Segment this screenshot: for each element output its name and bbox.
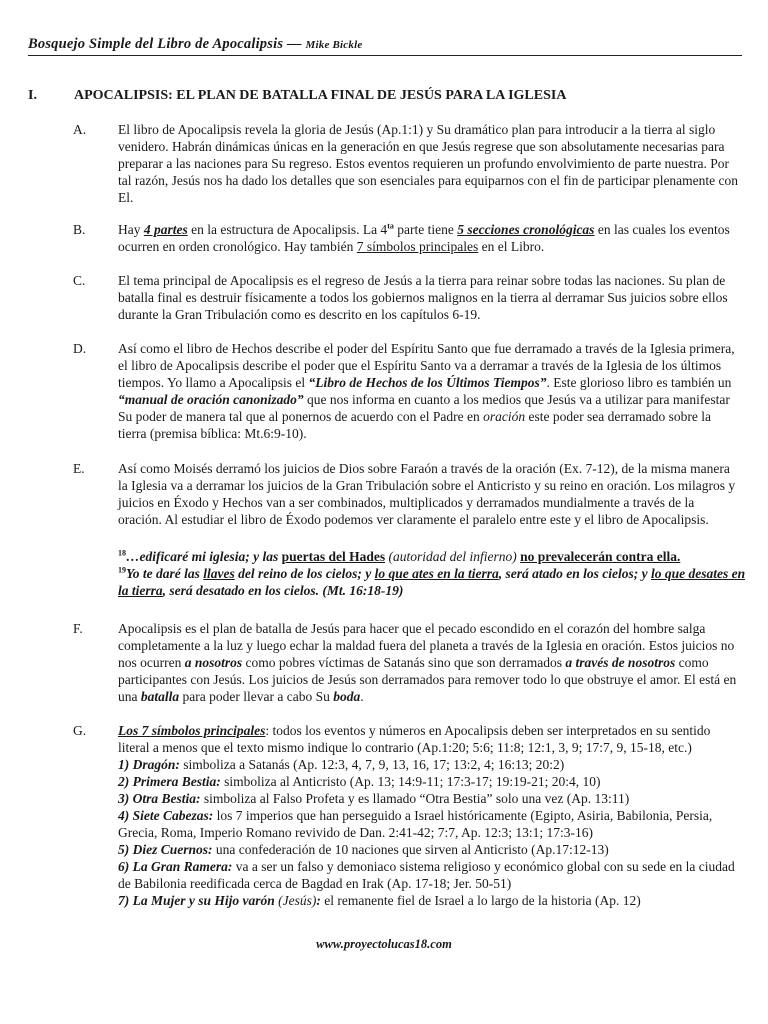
item-f-text bbox=[118, 620, 740, 705]
text-run: …edificaré mi iglesia; y las bbox=[126, 549, 282, 564]
symbol-item bbox=[118, 756, 740, 773]
emphasis-four-parts: 4 partes bbox=[143, 222, 188, 237]
item-a-text: El libro de Apocalipsis revela la gloria de Jesús (Ap.1:1) y Su dramático plan para introducir a la tierra al siglo venidero. Habrán dinámicas únicas en la generación en que Jesús regrese que son absolutamente necesarias para preparar a las naciones para Su regreso. Estos eventos requieren un profundo envolvimiento de parte nuestra. Por tal razón, Jesús nos ha dado los detalles que son esenciales para equiparnos con el fin de participar plenamente con El. bbox=[118, 122, 739, 205]
symbol-desc: una confederación de 10 naciones que sirven al Anticristo (Ap.17:12-13) bbox=[212, 842, 609, 857]
text-run: . bbox=[360, 689, 364, 704]
header-dash: — bbox=[283, 36, 306, 52]
symbol-note: (Jesús) bbox=[274, 893, 317, 908]
text-run: del reino de los cielos; y bbox=[234, 566, 375, 581]
emphasis-seven-symbols: 7 símbolos principales bbox=[356, 239, 479, 254]
document-title: Bosquejo Simple del Libro de Apocalipsis bbox=[28, 36, 284, 52]
symbol-name: 2) Primera Bestia: bbox=[118, 774, 221, 789]
text-run: . Este glorioso libro es también un bbox=[546, 375, 732, 390]
symbol-item bbox=[118, 790, 740, 807]
symbol-item bbox=[118, 841, 740, 858]
symbol-desc: simboliza al Falso Profeta y es llamado “Otra Bestia” solo una vez (Ap. 13:11) bbox=[200, 791, 630, 806]
text-run: , será atado en los cielos; y bbox=[498, 566, 651, 581]
symbol-desc: va a ser un falso y demoniaco sistema religioso y económico global con su sede en la ciudad de Babilonia reedificada cerca de Bagdad en Irak (Ap. 17-18; Jer. 50-51) bbox=[118, 859, 735, 891]
symbol-item bbox=[118, 807, 740, 841]
item-letter: F. bbox=[73, 621, 83, 636]
item-g-intro bbox=[118, 722, 740, 756]
emphasis-seven-symbols-title: Los 7 símbolos principales bbox=[118, 723, 266, 738]
emphasis-five-sections: 5 secciones cronológicas bbox=[457, 222, 595, 237]
text-run: lo que ates en la tierra bbox=[374, 566, 499, 581]
superscript: ta bbox=[387, 221, 394, 231]
symbol-desc: simboliza a Satanás (Ap. 12:3, 4, 7, 9, 13, 16, 17; 13:2, 4; 16:13; 20:2) bbox=[179, 757, 565, 772]
item-body bbox=[118, 221, 740, 255]
text-run: para poder llevar a cabo Su bbox=[179, 689, 334, 704]
symbol-name: 1) Dragón: bbox=[118, 757, 180, 772]
item-body bbox=[118, 722, 740, 909]
emphasis-oracion: oración bbox=[483, 409, 526, 424]
symbol-item bbox=[118, 773, 740, 790]
text-run: : todos los eventos y números en Apocalipsis deben ser interpretados en su sentido literal a menos que el texto mismo indique lo contrario (Ap.1:20; 5:6; 11:8; 12:1, 3, 9; 17:7, 9, 15-18, etc.) bbox=[118, 723, 711, 755]
item-letter: B. bbox=[73, 222, 86, 237]
item-d-text bbox=[118, 340, 740, 442]
text-run: este poder sea derramado sobre la tierra (premisa bíblica: Mt.6:9-10). bbox=[118, 409, 712, 441]
text-run: que nos informa en cuanto a los medios que Jesús va a utilizar para manifestar Su poder de manera tal que al ponernos de acuerdo con el Padre en bbox=[118, 392, 730, 424]
text-run: Yo te daré las bbox=[126, 566, 204, 581]
text-run: no prevalecerán contra ella. bbox=[520, 549, 681, 564]
symbol-desc: los 7 imperios que han perseguido a Israel históricamente (Egipto, Asiria, Babilonia, Persia, Grecia, Roma, Imperio Romano revivido de Dan. 2:41-42; 7:7, Ap. 12:3; 13:1; 17:3-16) bbox=[118, 808, 713, 840]
symbol-name: 3) Otra Bestia: bbox=[118, 791, 201, 806]
verse-number: 19 bbox=[118, 565, 126, 575]
symbol-desc: el remanente fiel de Israel a lo largo de la historia (Ap. 12) bbox=[320, 893, 641, 908]
item-c-text: El tema principal de Apocalipsis es el regreso de Jesús a la tierra para reinar sobre todas las naciones. Su plan de batalla final es destruir físicamente a todos los gobiernos malignos en la tierra al derramar Sus juicios sobre ellos durante la Gran Tribulación como es descrito en los capítulos 6-19. bbox=[118, 273, 728, 322]
emphasis-manual-oracion: “manual de oración canonizado” bbox=[118, 392, 304, 407]
item-letter: E. bbox=[73, 461, 85, 476]
text-run: Apocalipsis es el plan de batalla de Jesús para hacer que el pecado escondido en el corazón del hombre salga completamente a la luz y luego echar la maldad fuera del planeta a través de la Iglesia en oración. Estos juicios no nos ocurren bbox=[118, 621, 735, 670]
text-run: Hay bbox=[118, 222, 144, 237]
symbol-desc: simboliza al Anticristo (Ap. 13; 14:9-11; 17:3-17; 19:19-21; 20:4, 10) bbox=[220, 774, 601, 789]
symbol-colon: : bbox=[316, 893, 321, 908]
emphasis-a-nosotros: a nosotros bbox=[184, 655, 243, 670]
emphasis-libro-hechos: “Libro de Hechos de los Últimos Tiempos” bbox=[308, 375, 547, 390]
item-letter: G. bbox=[73, 723, 87, 738]
item-body bbox=[118, 121, 740, 206]
text-run: en las cuales los eventos ocurren en orden cronológico. Hay también bbox=[118, 222, 730, 254]
section-title: APOCALIPSIS: EL PLAN DE BATALLA FINAL DE JESÚS PARA LA IGLESIA bbox=[74, 88, 567, 103]
emphasis-a-traves: a través de nosotros bbox=[565, 655, 676, 670]
item-body bbox=[118, 340, 740, 442]
section-number: I. bbox=[28, 88, 37, 103]
item-body bbox=[118, 460, 740, 528]
emphasis-batalla: batalla bbox=[140, 689, 180, 704]
verse-number: 18 bbox=[118, 548, 126, 558]
symbol-item bbox=[118, 858, 740, 892]
text-run: puertas del Hades bbox=[281, 549, 386, 564]
quote-text bbox=[118, 548, 746, 599]
symbol-name: 7) La Mujer y su Hijo varón bbox=[118, 893, 275, 908]
scripture-quote bbox=[118, 548, 746, 599]
symbol-name: 5) Diez Cuernos: bbox=[118, 842, 213, 857]
symbol-name: 6) La Gran Ramera: bbox=[118, 859, 233, 874]
text-run: en el Libro. bbox=[478, 239, 545, 254]
text-run: , será desatado en los cielos. (Mt. 16:18-19) bbox=[162, 583, 404, 598]
item-letter: A. bbox=[73, 122, 87, 137]
item-letter: C. bbox=[73, 273, 86, 288]
item-b-text bbox=[118, 221, 740, 255]
item-body bbox=[118, 272, 740, 323]
footer-website: www.proyectolucas18.com bbox=[316, 937, 452, 951]
item-e-text: Así como Moisés derramó los juicios de Dios sobre Faraón a través de la oración (Ex. 7-12), de la misma manera la Iglesia va a derramar los juicios de la Gran Tribulación sobre el Anticristo y su reino en oración. Los milagros y juicios en Éxodo y Hechos van a ser combinados, multiplicados y derramados mundialmente a través de la oración. Al estudiar el libro de Éxodo podemos ver claramente el paralelo entre este y el libro de Apocalipsis. bbox=[118, 461, 736, 527]
page-header bbox=[28, 36, 742, 56]
symbol-item bbox=[118, 892, 740, 909]
item-body bbox=[118, 620, 740, 705]
text-run: en la estructura de Apocalipsis. La 4 bbox=[187, 222, 388, 237]
text-run: Así como el libro de Hechos describe el poder del Espíritu Santo que fue derramado a través de la Iglesia primera, el libro de Apocalipsis describe el poder que el Espíritu Santo va a derramar a través de la Iglesia de los últimos tiempos. Yo llamo a Apocalipsis el bbox=[118, 341, 735, 390]
author-name: Mike Bickle bbox=[305, 39, 363, 51]
text-run: lo que desates en la tierra bbox=[118, 566, 746, 598]
text-run: parte tiene bbox=[393, 222, 458, 237]
symbol-name: 4) Siete Cabezas: bbox=[118, 808, 214, 823]
text-run: como pobres víctimas de Satanás sino que son derramados bbox=[242, 655, 566, 670]
item-letter: D. bbox=[73, 341, 87, 356]
text-run: llaves bbox=[203, 566, 235, 581]
emphasis-boda: boda bbox=[333, 689, 361, 704]
text-run: (autoridad del infierno) bbox=[385, 549, 521, 564]
text-run: como participantes con Jesús. Los juicios de Jesús son derramados para remover todo lo que obstruye el amor. El está en una bbox=[118, 655, 737, 704]
